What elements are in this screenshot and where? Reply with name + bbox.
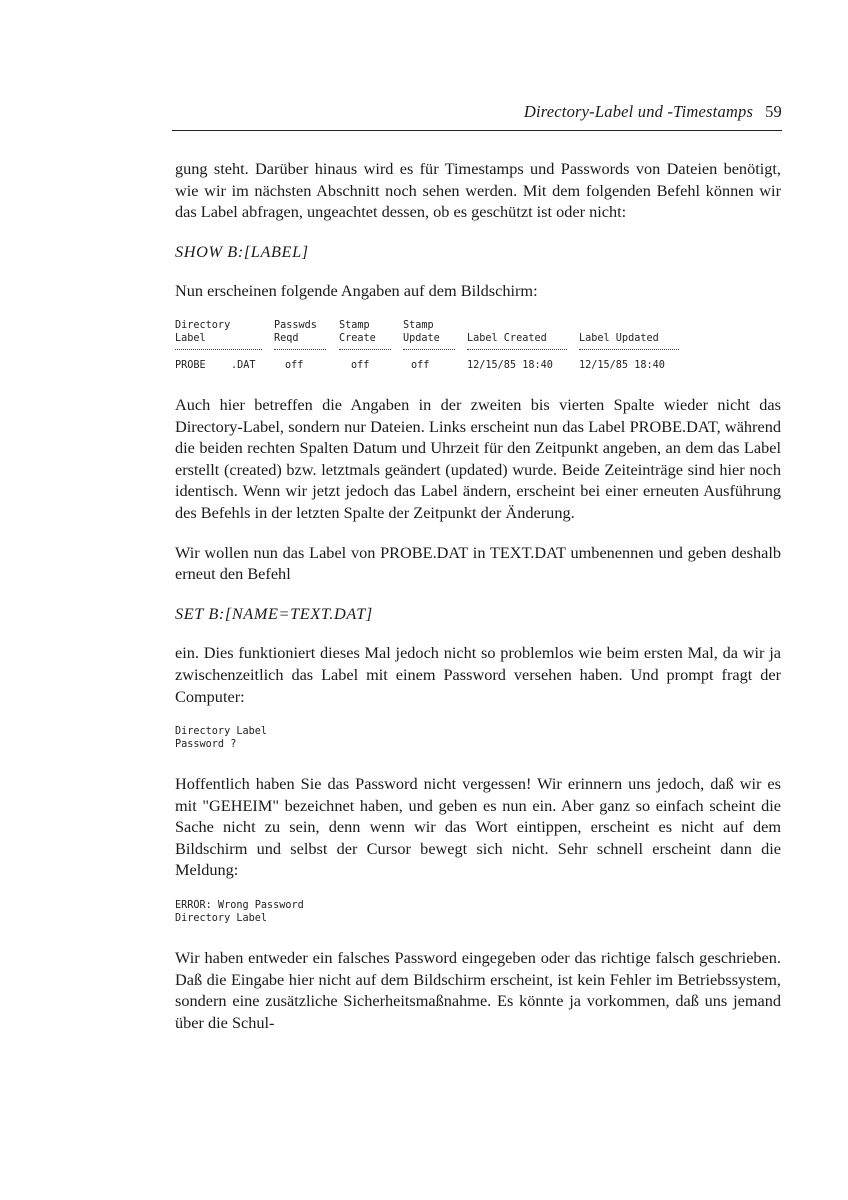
- paragraph-4: Wir wollen nun das Label von PROBE.DAT in TEXT.DAT umbenennen und geben deshalb erneut den Befehl: [175, 542, 781, 584]
- th-stamp-create: Stamp: [339, 319, 370, 331]
- screen-output-1-line-2: Password ?: [175, 739, 237, 751]
- cell-update: off: [411, 359, 430, 371]
- screen-output-2-line-2: Directory Label: [175, 913, 268, 925]
- screen-output-1-line-1: Directory Label: [175, 726, 268, 738]
- cell-updated: 12/15/85 18:40: [579, 359, 665, 371]
- cell-ext: .DAT: [231, 359, 256, 371]
- dash-created: [467, 349, 567, 350]
- th-reqd: Reqd: [274, 332, 299, 344]
- th-label-updated: Label Updated: [579, 332, 659, 344]
- command-show-label: SHOW B:[LABEL]: [175, 241, 309, 261]
- page-number: 59: [765, 102, 782, 121]
- header-rule: [172, 130, 782, 131]
- dash-update: [403, 349, 455, 350]
- cell-create: off: [351, 359, 370, 371]
- paragraph-2: Nun erscheinen folgende Angaben auf dem Bildschirm:: [175, 281, 538, 301]
- screen-output-2-line-1: ERROR: Wrong Password: [175, 900, 304, 912]
- th-stamp-update: Stamp: [403, 319, 434, 331]
- dash-passwds: [274, 349, 326, 350]
- th-label: Label: [175, 332, 206, 344]
- paragraph-1: gung steht. Darüber hinaus wird es für Timestamps und Passwords von Dateien benötigt, wie wir im nächsten Abschnitt noch sehen werden. Mit dem folgenden Befehl können wir das Label abfragen, ungeachtet dessen, ob es geschützt ist oder nicht:: [175, 159, 781, 222]
- th-directory: Directory: [175, 319, 231, 331]
- command-set-name: SET B:[NAME=TEXT.DAT]: [175, 603, 373, 623]
- page-body: [175, 158, 781, 1033]
- label-table: [175, 320, 775, 382]
- cell-name: PROBE: [175, 359, 206, 371]
- th-passwds: Passwds: [274, 319, 317, 331]
- th-label-created: Label Created: [467, 332, 547, 344]
- th-update: Update: [403, 332, 440, 344]
- dash-create: [339, 349, 391, 350]
- paragraph-6: Hoffentlich haben Sie das Password nicht vergessen! Wir erinnern uns jedoch, daß wir es mit "GEHEIM" bezeichnet haben, und geben es nun ein. Aber ganz so einfach scheint die Sache nicht zu sein, denn wenn wir das Wort eintippen, erscheint es nicht auf dem Bildschirm und selbst der Cursor bewegt sich nicht. Sehr schnell erscheint dann die Meldung:: [175, 774, 781, 880]
- cell-created: 12/15/85 18:40: [467, 359, 553, 371]
- cell-passwds: off: [285, 359, 304, 371]
- paragraph-7: Wir haben entweder ein falsches Password eingegeben oder das richtige falsch geschrieben. Daß die Eingabe hier nicht auf dem Bildschirm erscheint, ist kein Fehler im Betriebssystem, sondern eine zusätzliche Sicherheitsmaßnahme. Es könnte ja vorkommen, daß uns jemand über die Schul-: [175, 948, 781, 1032]
- paragraph-3: Auch hier betreffen die Angaben in der zweiten bis vierten Spalte wieder nicht das Directory-Label, sondern nur Dateien. Links erscheint nun das Label PROBE.DAT, während die beiden rechten Spalten Datum und Uhrzeit für den Zeitpunkt angeben, an dem das Label erstellt (created) bzw. letztmals geändert (updated) wurde. Beide Zeiteinträge sind hier noch identisch. Wenn wir jetzt jedoch das Label ändern, erscheint bei einer erneuten Ausführung des Befehls in der letzten Spalte der Zeitpunkt der Änderung.: [175, 394, 781, 522]
- paragraph-5: ein. Dies funktioniert dieses Mal jedoch nicht so problemlos wie beim ersten Mal, da wir ja zwischenzeitlich das Label mit einem Password versehen haben. Und prompt fragt der Computer:: [175, 643, 781, 706]
- running-header: [172, 102, 782, 122]
- th-create: Create: [339, 332, 376, 344]
- dash-directory: [175, 349, 262, 350]
- header-title: Directory-Label und -Timestamps: [523, 102, 754, 121]
- dash-updated: [579, 349, 679, 350]
